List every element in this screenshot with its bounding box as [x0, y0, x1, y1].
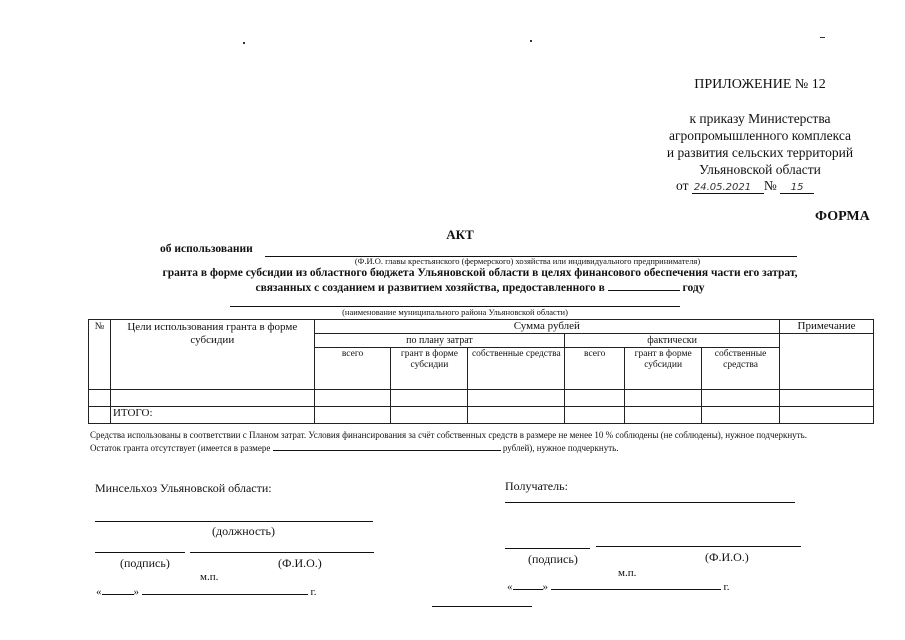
grant-line-1: гранта в форме субсидии из областного бюджета Ульяновской области в целях финансового обеспечения части его затрат, — [162, 267, 798, 279]
order-line: к приказу Министерства — [689, 111, 831, 126]
plan-grant-header: грант в форме субсидии — [391, 348, 468, 390]
fio-line-right — [596, 546, 801, 547]
fio-line-left — [190, 552, 374, 553]
position-hint: (должность) — [212, 524, 275, 538]
usage-prefix: об использовании — [160, 243, 253, 255]
order-line: Ульяновской области — [699, 162, 821, 177]
order-line: и развития сельских территорий — [666, 145, 854, 160]
ministry-label: Минсельхоз Ульяновской области: — [95, 481, 272, 495]
recipient-label: Получатель: — [505, 479, 568, 493]
fact-own-header: собственные средства — [702, 348, 780, 390]
appendix-title: ПРИЛОЖЕНИЕ № 12 — [694, 77, 826, 92]
grant-description — [100, 266, 860, 296]
head-name-hint: (Ф.И.О. главы крестьянского (фермерского) хозяйства или индивидуального предпринимателя) — [354, 256, 701, 266]
number-prefix: № — [763, 178, 777, 193]
remainder-blank — [273, 450, 501, 451]
date-prefix: от — [676, 178, 689, 193]
scan-speck — [243, 42, 245, 44]
plan-total-header: всего — [314, 348, 391, 390]
col-note-header: Примечание — [780, 320, 874, 334]
bottom-line — [432, 606, 532, 607]
fact-grant-header: грант в форме субсидии — [625, 348, 702, 390]
date-line-right: « » г. — [507, 581, 730, 593]
col-no-header: № — [89, 320, 111, 390]
stamp-left: м.п. — [200, 571, 219, 583]
fact-total-header: всего — [565, 348, 625, 390]
col-goals-header: Цели использования гранта в форме субсидии — [110, 320, 314, 390]
note-line-1: Средства использованы в соответствии с Планом затрат. Условия финансирования за счёт собственных средств в размере не менее 10 % соблюдены (не соблюдены), нужное подчеркнуть. — [90, 430, 807, 440]
date-handwritten: 24.05.2021 — [692, 182, 764, 194]
form-label: ФОРМА — [815, 209, 870, 224]
recipient-line — [505, 502, 795, 503]
fio-hint-left: (Ф.И.О.) — [278, 556, 322, 570]
order-line: агропромышленного комплекса — [669, 128, 851, 143]
order-date — [676, 178, 814, 194]
total-label: ИТОГО: — [110, 407, 314, 424]
act-title: АКТ — [446, 227, 474, 242]
ministry-line — [95, 521, 373, 522]
col-sum-header: Сумма рублей — [314, 320, 779, 334]
table-row — [89, 390, 874, 407]
district-hint: (наименование муниципального района Ульяновской области) — [342, 307, 568, 317]
fact-header: фактически — [565, 334, 780, 348]
note-cell — [780, 334, 874, 390]
sign-line-right — [505, 548, 590, 549]
plan-header: по плану затрат — [314, 334, 565, 348]
scan-speck — [820, 37, 825, 38]
plan-own-header: собственные средства — [468, 348, 565, 390]
order-reference — [630, 110, 890, 178]
fio-hint-right: (Ф.И.О.) — [705, 550, 749, 564]
grant-line-2: связанных с созданием и развитием хозяйства, предоставленного в году — [255, 282, 705, 294]
notes — [90, 430, 875, 454]
date-line-left: « » г. — [96, 586, 317, 598]
usage-table — [88, 319, 874, 424]
note-line-2: Остаток гранта отсутствует (имеется в размере рублей), нужное подчеркнуть. — [90, 443, 619, 453]
total-row — [89, 407, 874, 424]
stamp-right: м.п. — [618, 567, 637, 579]
sign-hint-left: (подпись) — [120, 556, 170, 570]
sign-line-left — [95, 552, 185, 553]
sign-hint-right: (подпись) — [528, 552, 578, 566]
year-blank — [608, 290, 680, 291]
scan-speck — [530, 40, 532, 42]
number-handwritten: 15 — [780, 182, 814, 194]
